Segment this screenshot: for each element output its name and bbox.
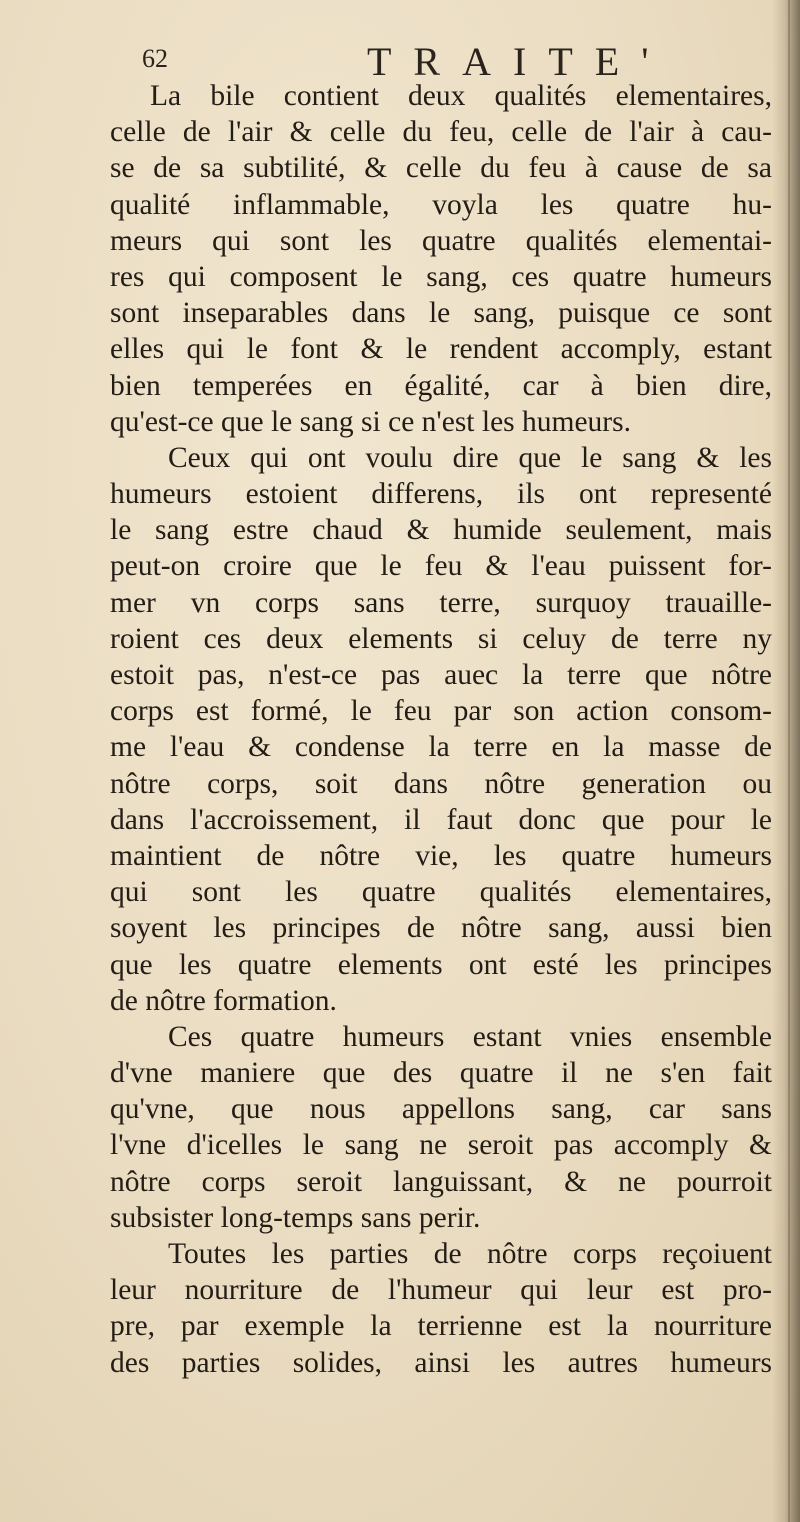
- page-edge-shadow: [772, 0, 800, 1522]
- text-line: maintient de nôtre vie, les quatre humeurs: [110, 839, 772, 872]
- paragraph-2: [110, 440, 772, 1019]
- text-line: Toutes les parties de nôtre corps reçoiuent: [168, 1238, 772, 1270]
- text-line: qu'est-ce que le sang si ce n'est les humeurs.: [110, 405, 631, 438]
- page-number: 62: [142, 44, 168, 73]
- body-text: [110, 78, 772, 1381]
- text-line: corps est formé, le feu par son action consom-: [110, 695, 772, 728]
- text-line: qui sont les quatre qualités elementaires,: [110, 876, 772, 909]
- text-line: nôtre corps, soit dans nôtre generation ou: [110, 767, 772, 800]
- text-line: nôtre corps seroit languissant, & ne pourroit: [110, 1165, 772, 1198]
- text-line: se de sa subtilité, & celle du feu à cause de sa: [110, 152, 772, 185]
- text-line: des parties solides, ainsi les autres humeurs: [110, 1346, 772, 1379]
- text-line: que les quatre elements ont esté les principes: [110, 948, 772, 981]
- running-title: TRAITE': [367, 39, 671, 84]
- text-line: leur nourriture de l'humeur qui leur est pro-: [110, 1274, 772, 1307]
- text-line: subsister long-temps sans perir.: [110, 1201, 481, 1234]
- text-line: Ceux qui ont voulu dire que le sang & les: [168, 441, 772, 474]
- paragraph-3: [110, 1019, 772, 1236]
- text-line: l'vne d'icelles le sang ne seroit pas accomply &: [110, 1129, 772, 1162]
- text-line: Ces quatre humeurs estant vnies ensemble: [168, 1020, 772, 1053]
- text-line: qualité inflammable, voyla les quatre hu-: [110, 188, 772, 221]
- text-line: estoit pas, n'est-ce pas auec la terre que nôtre: [110, 659, 772, 691]
- text-line: elles qui le font & le rendent accomply, estant: [110, 333, 772, 366]
- page-edge-line: [788, 0, 790, 1522]
- text-line: meurs qui sont les quatre qualités elementai-: [110, 224, 772, 257]
- text-line: res qui composent le sang, ces quatre humeurs: [110, 260, 772, 293]
- text-line: qu'vne, que nous appellons sang, car sans: [110, 1093, 772, 1126]
- text-line: mer vn corps sans terre, surquoy trauaille-: [110, 586, 772, 619]
- text-line: pre, par exemple la terrienne est la nourriture: [110, 1310, 772, 1343]
- text-line: humeurs estoient differens, ils ont representé: [110, 478, 772, 511]
- text-line: sont inseparables dans le sang, puisque ce sont: [110, 297, 772, 330]
- text-line: dans l'accroissement, il faut donc que pour le: [110, 803, 772, 836]
- text-line: La bile contient deux qualités elementaires,: [150, 80, 772, 112]
- text-line: bien temperées en égalité, car à bien dire,: [110, 369, 772, 402]
- paragraph-1: [110, 78, 772, 440]
- text-line: de nôtre formation.: [110, 984, 337, 1017]
- text-line: d'vne maniere que des quatre il ne s'en fait: [110, 1057, 772, 1090]
- text-line: roient ces deux elements si celuy de terre ny: [110, 622, 772, 655]
- text-line: celle de l'air & celle du feu, celle de l'air à cau-: [110, 116, 772, 149]
- text-line: me l'eau & condense la terre en la masse de: [110, 731, 772, 764]
- paragraph-4: [110, 1236, 772, 1381]
- text-line: soyent les principes de nôtre sang, aussi bien: [110, 912, 772, 945]
- text-line: peut-on croire que le feu & l'eau puissent for-: [110, 550, 772, 583]
- text-line: le sang estre chaud & humide seulement, mais: [110, 514, 772, 547]
